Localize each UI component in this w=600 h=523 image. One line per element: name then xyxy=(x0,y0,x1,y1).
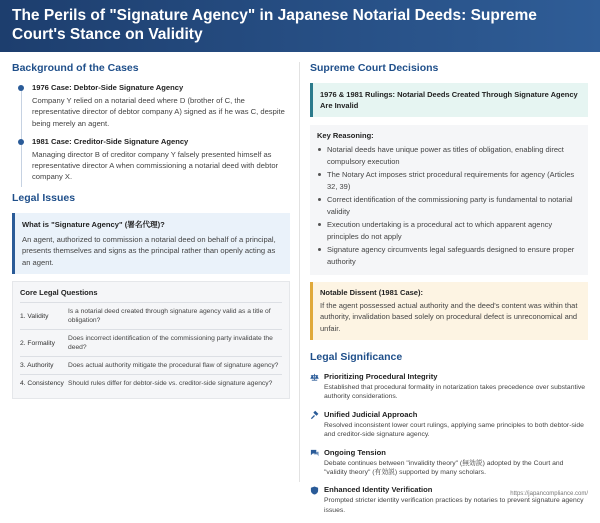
timeline-item xyxy=(32,83,290,129)
key-reasoning-box xyxy=(310,125,588,275)
significance-item xyxy=(310,372,588,402)
significance-section-title: Legal Significance xyxy=(310,350,403,363)
question-text: Should rules differ for debtor-side vs. creditor-side signature agency? xyxy=(68,380,273,388)
question-label: 4. Consistency xyxy=(20,380,64,388)
list-item: Execution undertaking is a procedural act to which apparent agency principles do not apply xyxy=(317,219,581,242)
page-header xyxy=(0,0,600,52)
chat-icon xyxy=(310,448,324,478)
ruling-box: 1976 & 1981 Rulings: Notarial Deeds Created Through Signature Agency Are Invalid xyxy=(310,83,588,117)
list-item: Correct identification of the commissioning party is fundamental to notarial validity xyxy=(317,194,581,217)
page-title: The Perils of "Signature Agency" in Japanese Notarial Deeds: Supreme Court's Stance on Validity xyxy=(12,7,537,43)
right-column xyxy=(310,62,588,523)
significance-text: Debate continues between "invalidity theory" (無効説) adopted by the Court and "validity theory" (有効説) supported by many scholars. xyxy=(324,459,564,476)
list-item: Signature agency circumvents legal safeguards designed to ensure proper authority xyxy=(317,244,581,267)
background-section-title: Background of the Cases xyxy=(12,62,139,74)
legal-issues-section-title: Legal Issues xyxy=(12,191,76,204)
question-text: Does incorrect identification of the commissioning party invalidate the deed? xyxy=(68,335,273,352)
significance-item xyxy=(310,448,588,478)
timeline-item-text: Managing director B of creditor company Y falsely presented himself as representative director A when commissioning a notarial deed with debtor company X. xyxy=(32,149,279,182)
significance-text: Prompted stricter identity verification practices by notaries to prevent signature agency issues. xyxy=(324,497,584,514)
question-row xyxy=(20,374,282,392)
timeline-dot-icon xyxy=(18,85,24,91)
timeline-item-title: 1976 Case: Debtor-Side Signature Agency xyxy=(32,83,184,92)
question-text: Does actual authority mitigate the procedural flaw of signature agency? xyxy=(68,362,279,370)
question-row xyxy=(20,329,282,356)
timeline-item xyxy=(32,137,290,183)
dissent-text: If the agent possessed actual authority and the deed's content was within that authority, invalidation based solely on procedural defect is unreconomical and unfair. xyxy=(320,301,578,333)
core-questions-box xyxy=(12,281,290,399)
key-reasoning-list xyxy=(317,144,581,267)
significance-title: Ongoing Tension xyxy=(324,447,386,457)
source-url: https://japancompliance.com/ xyxy=(510,491,588,497)
column-divider xyxy=(299,62,300,482)
shield-icon xyxy=(310,485,324,515)
significance-title: Enhanced Identity Verification xyxy=(324,485,433,495)
decisions-section-title: Supreme Court Decisions xyxy=(310,62,439,74)
list-item: The Notary Act imposes strict procedural requirements for agency (Articles 32, 39) xyxy=(317,169,581,192)
timeline-dot-icon xyxy=(18,139,24,145)
definition-box xyxy=(12,213,290,275)
case-timeline xyxy=(12,83,290,183)
significance-title: Unified Judicial Approach xyxy=(324,409,418,419)
key-reasoning-title: Key Reasoning: xyxy=(317,131,374,140)
gavel-icon xyxy=(310,410,324,440)
left-column xyxy=(12,62,290,399)
timeline-item-text: Company Y relied on a notarial deed where D (brother of C, the representative director of debtor company A) signed as if he was C, despite being merely an agent. xyxy=(32,96,285,128)
question-row xyxy=(20,356,282,374)
dissent-title: Notable Dissent (1981 Case): xyxy=(320,288,423,297)
significance-text: Resolved inconsistent lower court rulings, applying same principles to both debtor-side and creditor-side signature agency. xyxy=(324,421,584,439)
significance-title: Prioritizing Procedural Integrity xyxy=(324,371,438,381)
question-label: 3. Authority xyxy=(20,362,54,370)
question-label: 2. Formality xyxy=(20,339,55,347)
question-row xyxy=(20,302,282,329)
list-item: Notarial deeds have unique power as titles of obligation, enabling direct compulsory execution xyxy=(317,144,581,167)
question-label: 1. Validity xyxy=(20,312,49,320)
significance-text: Established that procedural formality in notarization takes precedence over substantive authority considerations. xyxy=(324,383,586,401)
scale-icon xyxy=(310,372,324,402)
timeline-item-title: 1981 Case: Creditor-Side Signature Agency xyxy=(32,136,189,146)
core-questions-title: Core Legal Questions xyxy=(20,288,98,298)
significance-item xyxy=(310,410,588,440)
definition-title: What is "Signature Agency" (署名代理)? xyxy=(22,219,165,229)
definition-text: An agent, authorized to commission a notarial deed on behalf of a principal, presents themselves and signs as the principal rather than openly acting as an agent. xyxy=(22,234,276,267)
question-text: Is a notarial deed created through signature agency valid as a title of obligation? xyxy=(68,308,271,325)
dissent-box xyxy=(310,282,588,340)
significance-item xyxy=(310,485,588,515)
